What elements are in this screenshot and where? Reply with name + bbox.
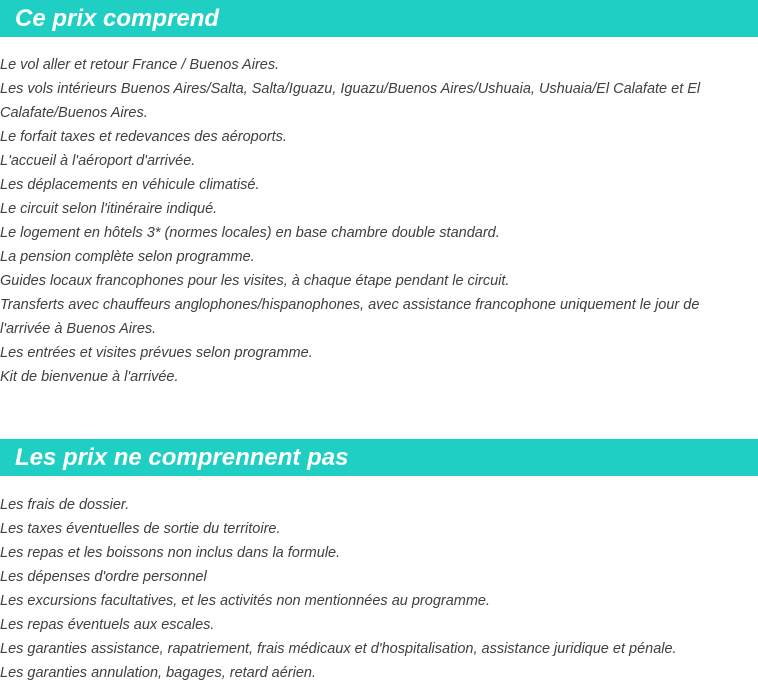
list-item: L'accueil à l'aéroport d'arrivée. [0,153,196,169]
list-item: Le logement en hôtels 3* (normes locales) en base chambre double standard. [0,225,500,241]
list-item: Transferts avec chauffeurs anglophones/hispanophones, avec assistance francophone uniquement le jour de l'arrivée à Buenos Aires. [0,297,700,337]
list-item: Le forfait taxes et redevances des aéroports. [0,129,287,145]
list-item: Le circuit selon l'itinéraire indiqué. [0,201,218,217]
list-item: Les repas éventuels aux escales. [0,617,215,633]
list-item: Les entrées et visites prévues selon programme. [0,345,313,361]
list-item: Les repas et les boissons non inclus dans la formule. [0,545,341,561]
list-item: Les garanties assistance, rapatriement, frais médicaux et d'hospitalisation, assistance juridique et pénale. [0,641,677,657]
included-title: Ce prix comprend [0,0,758,37]
list-item: Guides locaux francophones pour les visites, à chaque étape pendant le circuit. [0,273,510,289]
excluded-title: Les prix ne comprennent pas [0,439,758,476]
list-item: Les excursions facultatives, et les activités non mentionnées au programme. [0,593,491,609]
included-list [0,53,758,389]
list-item: Les déplacements en véhicule climatisé. [0,177,260,193]
list-item: La pension complète selon programme. [0,249,255,265]
excluded-section [0,439,758,685]
list-item: Kit de bienvenue à l'arrivée. [0,369,179,385]
list-item: Le vol aller et retour France / Buenos Aires. [0,57,280,73]
list-item: Les garanties annulation, bagages, retard aérien. [0,665,316,681]
list-item: Les taxes éventuelles de sortie du territoire. [0,521,281,537]
list-item: Les frais de dossier. [0,497,130,513]
list-item: Les vols intérieurs Buenos Aires/Salta, Salta/Iguazu, Iguazu/Buenos Aires/Ushuaia, Ushuaia/El Calafate et El Calafate/Buenos Aires. [0,81,701,121]
excluded-list [0,493,758,685]
list-item: Les dépenses d'ordre personnel [0,569,207,585]
